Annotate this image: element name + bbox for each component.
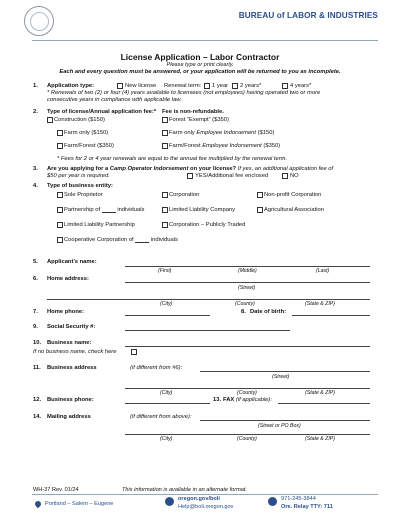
renewal-note-line2: consecutive years in compliance with applicable law. (47, 97, 182, 103)
business-phone-label: Business phone: (47, 397, 94, 403)
q12-number: 12. (33, 397, 42, 403)
renewal-2-years-label: 2 years* (240, 83, 262, 89)
llc-label: Limited Liability Company (169, 207, 236, 213)
business-city-field[interactable] (125, 388, 370, 389)
renewal-4-years-label: 4 years* (290, 83, 312, 89)
construction-label: Construction ($150) (54, 117, 105, 123)
q8-number: 8. (241, 309, 246, 315)
business-county-caption: (County) (237, 390, 257, 396)
q10-number: 10. (33, 340, 42, 346)
llc-checkbox[interactable] (162, 207, 168, 213)
mailing-street-caption: (Street or PO Box) (258, 423, 301, 429)
farm-only-label: Farm only ($150) (64, 130, 109, 136)
nonprofit-label: Non-profit Corporation (264, 192, 322, 198)
applicant-name-field[interactable] (125, 266, 370, 267)
renewal-4-years-checkbox[interactable] (282, 83, 288, 89)
no-business-name-note: If no business name, check here (33, 349, 117, 355)
home-phone-field[interactable] (125, 315, 210, 316)
q2-label: Type of license/Annual application fee:* (47, 109, 157, 115)
header-divider (32, 40, 378, 41)
cooperative-count-field[interactable] (135, 237, 149, 243)
date-of-birth-field[interactable] (292, 315, 370, 316)
business-state-caption: (State & ZIP) (305, 390, 335, 396)
camp-no-checkbox[interactable] (282, 173, 288, 179)
forest-exempt-checkbox[interactable] (162, 117, 168, 123)
q6-number: 6. (33, 276, 38, 282)
mailing-address-note: (if different from above): (130, 414, 192, 420)
mailing-city-field[interactable] (125, 434, 370, 435)
mailing-county-caption: (County) (237, 436, 257, 442)
home-phone-label: Home phone: (47, 309, 85, 315)
ssn-label: Social Security #: (47, 324, 96, 330)
form-warning: Each and every question must be answered, or your application will be returned to you as incomplete. (59, 69, 341, 75)
website-link[interactable]: oregon.gov/boli (178, 496, 220, 502)
form-number: WH-37 Rev. 01/24 (33, 487, 79, 493)
q7-number: 7. (33, 309, 38, 315)
q9-number: 9. (33, 324, 38, 330)
applicant-name-label: Applicant’s name: (47, 259, 97, 265)
renewal-term-label: Renewal term: (164, 83, 202, 89)
phone-icon (268, 497, 277, 506)
last-name-caption: (Last) (316, 268, 330, 274)
new-license-checkbox[interactable] (117, 83, 123, 89)
form-subtitle: Please type or print clearly. (166, 62, 234, 68)
new-license-label: New license (125, 83, 157, 89)
date-of-birth-label: Date of birth: (250, 309, 287, 315)
llp-checkbox[interactable] (57, 222, 63, 228)
q14-number: 14. (33, 414, 42, 420)
globe-icon (165, 497, 174, 506)
business-street-caption: (Street) (272, 374, 290, 380)
nonprofit-checkbox[interactable] (257, 192, 263, 198)
business-name-label: Business name: (47, 340, 92, 346)
mailing-street-field[interactable] (200, 420, 370, 421)
q5-number: 5. (33, 259, 38, 265)
farm-forest-checkbox[interactable] (57, 143, 63, 149)
cooperative-checkbox[interactable] (57, 237, 63, 243)
email-link[interactable]: Help@boli.oregon.gov (178, 504, 234, 510)
q1-label: Application type: (47, 83, 95, 89)
farm-forest-employee-label: Farm/Forest Employee Indorsement ($350) (169, 143, 281, 149)
alternate-format-note: This information is available in an alternate format. (122, 487, 247, 493)
home-address-label: Home address: (47, 276, 89, 282)
farm-only-employee-label: Farm only Employee Indorsement ($150) (169, 130, 275, 136)
office-cities: Portland – Salem – Eugene (45, 501, 114, 507)
q13-number: 13. (213, 397, 222, 403)
corporation-label: Corporation (169, 192, 200, 198)
mailing-address-label: Mailing address (47, 414, 91, 420)
sole-proprietor-checkbox[interactable] (57, 192, 63, 198)
business-street-field[interactable] (200, 371, 370, 372)
farm-only-checkbox[interactable] (57, 130, 63, 136)
no-business-name-checkbox[interactable] (131, 349, 137, 355)
q11-number: 11. (33, 365, 41, 371)
business-city-caption: (City) (160, 390, 173, 396)
q3-number: 3. (33, 166, 38, 172)
relay-tty: Ore. Relay TTY: 711 (281, 504, 333, 510)
q4-label: Type of business entity: (47, 183, 113, 189)
home-city-field[interactable] (47, 299, 370, 300)
fax-label: FAX (if applicable): (223, 397, 272, 403)
agricultural-association-label: Agricultural Association (264, 207, 324, 213)
mailing-city-caption: (City) (160, 436, 173, 442)
home-street-caption: (Street) (238, 285, 256, 291)
corporation-public-label: Corporation – Publicly Traded (169, 222, 246, 228)
home-street-field[interactable] (125, 282, 370, 283)
renewal-note-line1: * Renewals of two (2) or four (4) years available to licensees (not employees) having operated two or more (47, 90, 321, 96)
agricultural-association-checkbox[interactable] (257, 207, 263, 213)
first-name-caption: (First) (158, 268, 172, 274)
farm-forest-label: Farm/Forest ($350) (64, 143, 114, 149)
partnership-label: Partnership of individuals (64, 207, 145, 213)
partnership-count-field[interactable] (102, 207, 116, 213)
camp-yes-checkbox[interactable] (187, 173, 193, 179)
home-city-caption: (City) (160, 301, 173, 307)
farm-only-employee-checkbox[interactable] (162, 130, 168, 136)
q4-number: 4. (33, 183, 38, 189)
camp-no-label: NO (290, 173, 299, 179)
fee-nonrefundable: Fee is non-refundable. (162, 109, 224, 115)
q3-question: Are you applying for a Camp Operator Indorsement on your license? If yes, an additional application fee of (47, 166, 334, 172)
home-state-caption: (State & ZIP) (305, 301, 335, 307)
form-title: License Application – Labor Contractor (120, 52, 280, 62)
home-county-caption: (County) (235, 301, 255, 307)
middle-name-caption: (Middle) (238, 268, 257, 274)
business-phone-field[interactable] (125, 403, 210, 404)
renewal-fee-note: * Fees for 2 or 4 year renewals are equal to the annual fee multiplied by the renewal term. (57, 156, 288, 162)
mailing-state-caption: (State & ZIP) (305, 436, 335, 442)
bureau-name: BUREAU of LABOR & INDUSTRIES (238, 11, 378, 20)
state-seal (24, 6, 54, 36)
q3-fee-note: $50 per year is required. (47, 173, 110, 179)
q1-number: 1. (33, 83, 38, 89)
renewal-2-years-checkbox[interactable] (232, 83, 238, 89)
sole-proprietor-label: Sole Proprietor (64, 192, 103, 198)
camp-yes-label: YES/Additional fee enclosed (195, 173, 269, 179)
ssn-field[interactable] (125, 330, 290, 331)
footer-divider (32, 494, 378, 495)
business-address-note: (if different from #6): (130, 365, 183, 371)
renewal-1-year-label: 1 year (212, 83, 229, 89)
q2-number: 2. (33, 109, 38, 115)
business-address-label: Business address (47, 365, 97, 371)
corporation-public-checkbox[interactable] (162, 222, 168, 228)
construction-checkbox[interactable] (47, 117, 53, 123)
phone-number: 971-245-3844 (281, 496, 316, 502)
renewal-1-year-checkbox[interactable] (204, 83, 210, 89)
business-name-field[interactable] (125, 346, 370, 347)
farm-forest-employee-checkbox[interactable] (162, 143, 168, 149)
location-pin-icon (34, 500, 42, 508)
cooperative-label: Cooperative Corporation of individuals (64, 237, 178, 243)
fax-field[interactable] (278, 403, 370, 404)
llp-label: Limited Liability Partnership (64, 222, 135, 228)
partnership-checkbox[interactable] (57, 207, 63, 213)
corporation-checkbox[interactable] (162, 192, 168, 198)
forest-exempt-label: Forest “Exempt” ($350) (169, 117, 229, 123)
